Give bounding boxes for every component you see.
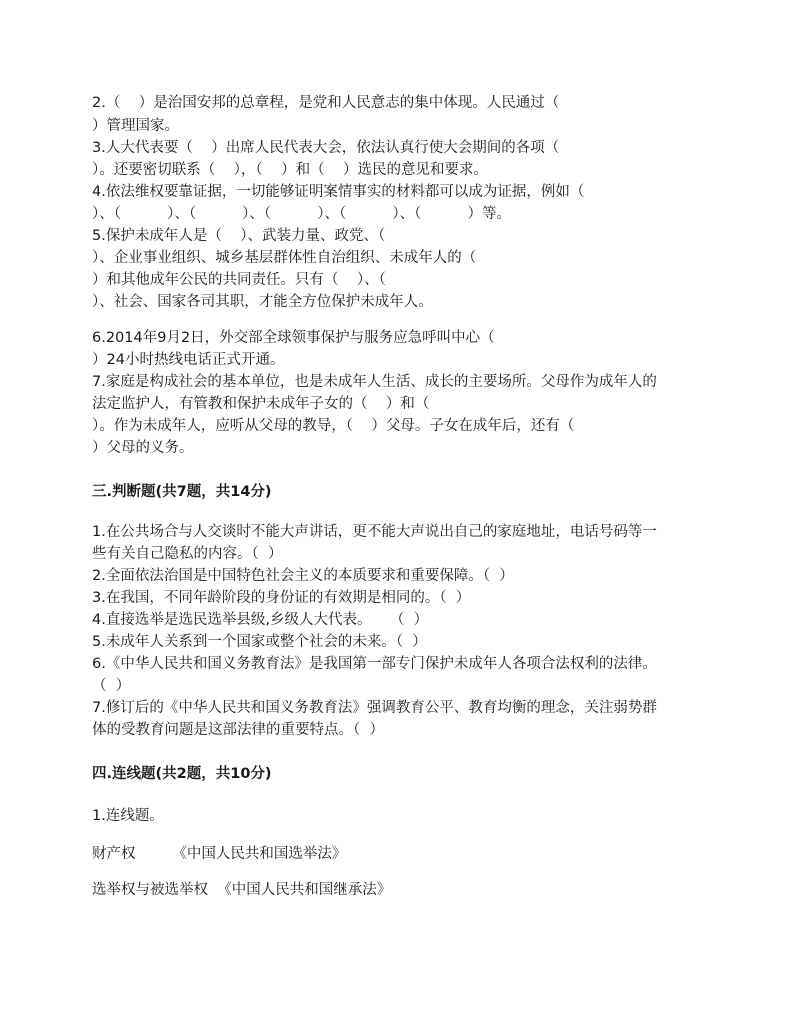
question-4-line-2: ）、（ ）、（ ）、（ ）、（ ）、（ ）等。 (92, 206, 511, 222)
question-5-line-2: ）、企业事业组织、城乡基层群体性自治组织、未成年人的（ (92, 250, 477, 266)
tf-question-7-line-1: 7.修订后的《中华人民共和国义务教育法》强调教育公平、教育均衡的理念，关注弱势群 (92, 700, 657, 716)
matching-row-1: 财产权 《中国人民共和国选举法》 (92, 846, 347, 862)
question-6-line-2: ）24小时热线电话正式开通。 (92, 352, 285, 368)
question-2-line-1: 2.（ ）是治国安邦的总章程，是党和人民意志的集中体现。人民通过（ (92, 95, 560, 111)
tf-question-5: 5.未成年人关系到一个国家或整个社会的未来。（ ） (92, 634, 427, 650)
question-6-line-1: 6.2014年9月2日，外交部全球领事保护与服务应急呼叫中心（ (92, 330, 495, 346)
question-5-line-4: ）、社会、国家各司其职，才能全方位保护未成年人。 (92, 294, 433, 310)
matching-question-1: 1.连线题。 (92, 808, 164, 824)
tf-question-1-line-2: 些有关自己隐私的内容。（ ） (92, 546, 283, 562)
tf-question-1-line-1: 1.在公共场合与人交谈时不能大声讲话，更不能大声说出自己的家庭地址，电话号码等一 (92, 524, 657, 540)
tf-question-6-line-1: 6.《中华人民共和国义务教育法》是我国第一部专门保护未成年人各项合法权利的法律。 (92, 656, 657, 672)
tf-question-7-line-2: 体的受教育问题是这部法律的重要特点。（ ） (92, 722, 384, 738)
question-3-line-2: ）。还要密切联系（ ），（ ）和（ ）选民的意见和要求。 (92, 162, 489, 178)
tf-question-2: 2.全面依法治国是中国特色社会主义的本质要求和重要保障。（ ） (92, 568, 514, 584)
question-7-line-2: 法定监护人，有管教和保护未成年子女的（ ）和（ (92, 396, 430, 412)
question-7-line-4: ）父母的义务。 (92, 440, 194, 456)
tf-question-6-line-2: （ ） (92, 678, 131, 694)
matching-row-2: 选举权与被选举权 《中国人民共和国继承法》 (92, 882, 392, 898)
section-four-heading: 四.连线题(共2题，共10分) (92, 766, 272, 782)
question-7-line-3: ）。作为未成年人，应听从父母的教导，（ ）父母。子女在成年后，还有（ (92, 418, 575, 434)
tf-question-4: 4.直接选举是选民选举县级,乡级人大代表。 （ ） (92, 612, 429, 628)
question-5-line-1: 5.保护未成年人是（ ）、武装力量、政党、（ (92, 228, 386, 244)
question-2-line-2: ）管理国家。 (92, 118, 179, 134)
question-3-line-1: 3.人大代表要（ ）出席人民代表大会，依法认真行使大会期间的各项（ (92, 140, 560, 156)
question-4-line-1: 4.依法维权要靠证据，一切能够证明案情事实的材料都可以成为证据，例如（ (92, 184, 585, 200)
section-three-heading: 三.判断题(共7题，共14分) (92, 484, 272, 500)
question-5-line-3: ）和其他成年公民的共同责任。只有（ ）、（ (92, 272, 386, 288)
tf-question-3: 3.在我国，不同年龄阶段的身份证的有效期是相同的。（ ） (92, 590, 471, 606)
question-7-line-1: 7.家庭是构成社会的基本单位，也是未成年人生活、成长的主要场所。父母作为成年人的 (92, 374, 657, 390)
